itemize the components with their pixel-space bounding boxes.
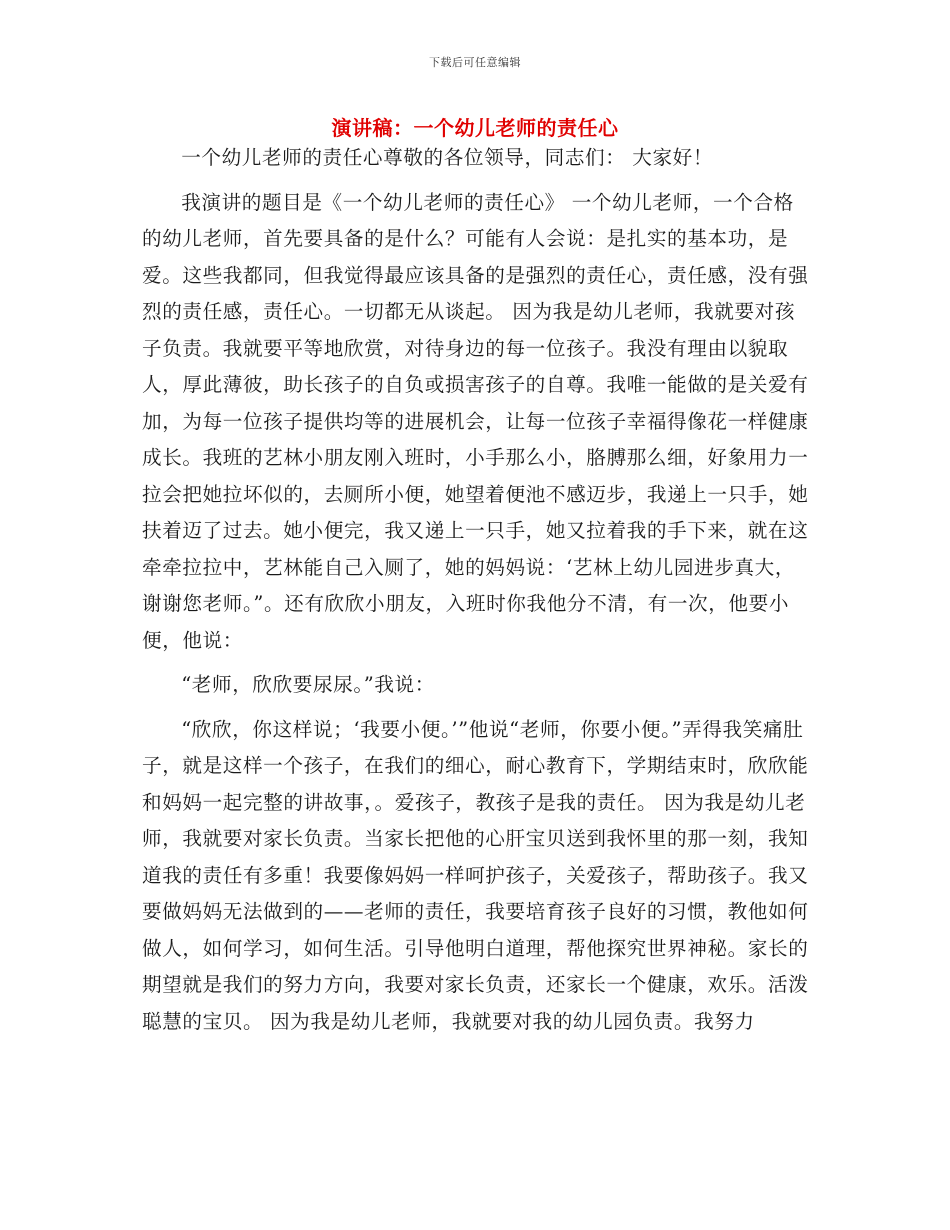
- paragraph-quote-2: “欣欣，你这样说；‘我要小便。’”他说“老师，你要小便。”弄得我笑痛肚子，就是这样一个孩子，在我们的细心，耐心教育下，学期结束时，欣欣能和妈妈一起完整的讲故事，。爱孩子，教孩子是我的责任。 因为我是幼儿老师，我就要对家长负责。当家长把他的心肝宝贝送到我怀里的那一刻，我知道我的责任有多重！我要像妈妈一样呵护孩子，关爱孩子，帮助孩子。我又要做妈妈无法做到的——老师的责任，我要培育孩子良好的习惯，教他如何做人，如何学习，如何生活。引导他明白道理，帮他探究世界神秘。家长的期望就是我们的努力方向，我要对家长负责，还家长一个健康，欢乐。活泼聪慧的宝贝。 因为我是幼儿老师，我就要对我的幼儿园负责。我努力: [142, 717, 809, 1033]
- document-body: [142, 140, 810, 1040]
- document-title: 演讲稿：一个幼儿老师的责任心: [331, 116, 619, 140]
- paragraph-main: 我演讲的题目是《一个幼儿老师的责任心》 一个幼儿老师，一个合格的幼儿老师，首先要具备的是什么？可能有人会说：是扎实的基本功，是爱。这些我都同，但我觉得最应该具备的是强烈的责任心，责任感，没有强烈的责任感，责任心。一切都无从谈起。 因为我是幼儿老师，我就要对孩子负责。我就要平等地欣赏，对待身边的每一位孩子。我没有理由以貌取人，厚此薄彼，助长孩子的自负或损害孩子的自尊。我唯一能做的是关爱有加，为每一位孩子提供均等的进展机会，让每一位孩子幸福得像花一样健康成长。我班的艺林小朋友刚入班时，小手那么小，胳膊那么细，好象用力一拉会把她拉坏似的，去厕所小便，她望着便池不感迈步，我递上一只手，她扶着迈了过去。她小便完，我又递上一只手，她又拉着我的手下来，就在这牵牵拉拉中，艺林能自己入厕了，她的妈妈说：‘艺林上幼儿园进步真大，谢谢您老师。”。还有欣欣小朋友，入班时你我他分不清，有一次，他要小便，他说：: [142, 190, 809, 652]
- paragraph-quote-1: “老师，欣欣要尿尿。”我说：: [181, 673, 435, 696]
- page-header-note: 下载后可任意编辑: [429, 56, 521, 69]
- paragraph-greeting: 一个幼儿老师的责任心尊敬的各位领导，同志们： 大家好！: [181, 146, 714, 169]
